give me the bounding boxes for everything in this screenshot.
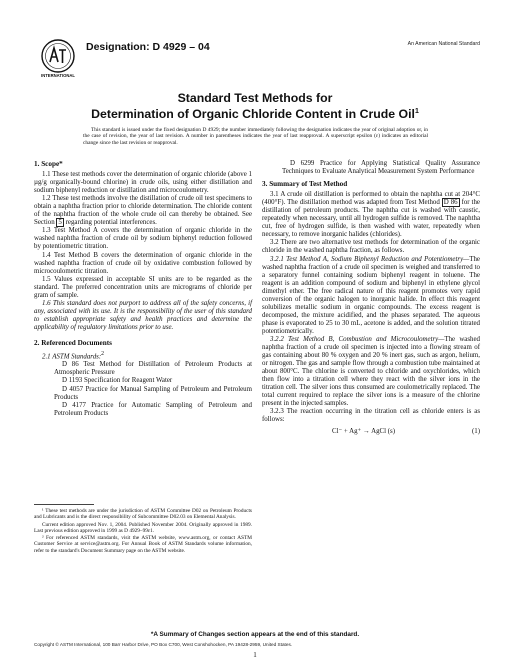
ref-d1193[interactable]: D 1193 Specification for Reagent Water <box>62 377 173 385</box>
right-column <box>262 160 480 436</box>
scope-1-4: 1.4 Test Method B covers the determination of organic chloride in the washed naphtha fraction of crude oil by oxidative combustion followed by microcoulometric titration. <box>34 251 252 275</box>
ref-d4177[interactable]: D 4177 Practice for Automatic Sampling of Petroleum and Petroleum Products <box>54 401 252 417</box>
ref-d6299[interactable]: D 6299 Practice for Applying Statistical Quality Assurance Techniques to Evaluate Analytical Measurement System Performance <box>282 160 480 176</box>
title-line-2: Determination of Organic Chloride Content in Crude Oil$^1$ <box>91 107 419 122</box>
summary-heading: 3. Summary of Test Method <box>262 180 348 189</box>
document-title <box>0 92 510 121</box>
american-national-standard-label: An American National Standard <box>407 41 480 47</box>
summary-3-2-2: 3.2.2 Test Method B, Combustion and Microcoulometry—The washed naphtha fraction of a crude oil specimen is injected into a flowing stream of gas containing about 80 % oxygen and 20 % inert gas, such as argon, helium, or nitrogen. The gas and sample flow through a combustion tube maintained at about 800°C. The chlorine is converted to chloride and oxychlorides, which then flow into a titration cell where they react with the silver ions in the titration cell. The silver ions thus consumed are coulometrically replaced. The total current required to replace the silver ions is a measure of the chlorine present in the injected samples. <box>262 335 480 408</box>
referenced-documents-heading: 2. Referenced Documents <box>34 338 112 347</box>
scope-heading: 1. Scope* <box>34 160 63 168</box>
equation-body: Cl⁻ + Ag⁺ → AgCl (s) <box>332 427 396 435</box>
scope-1-2: 1.2 These test methods involve the distillation of crude oil test specimens to obtain a naphtha fraction prior to chloride determination. The chloride content of the naphtha fraction of the whole crude oil can thereby be obtained. See Section 5 regarding potential interferences. <box>34 195 252 227</box>
footnote-rule <box>34 504 94 505</box>
title-footnote-mark: 1 <box>414 108 419 115</box>
title-line-1: Standard Test Methods for <box>177 91 333 105</box>
astm-standards-intro: 2.1 ASTM Standards:$^2$ <box>42 351 105 361</box>
summary-3-2: 3.2 There are two alternative test methods for determination of the organic chloride in the washed naphtha fraction, as follows. <box>262 239 480 255</box>
astm-logo <box>38 38 78 78</box>
equation-1 <box>262 428 480 436</box>
copyright-line: Copyright © ASTM International, 100 Barr Harbor Drive, PO Box C700, West Conshohocken, PA 19428-2959, United States. <box>34 642 293 647</box>
ref-d4057[interactable]: D 4057 Practice for Manual Sampling of Petroleum and Petroleum Products <box>54 385 252 401</box>
footnote-2: ² For referenced ASTM standards, visit the ASTM website, www.astm.org, or contact ASTM Customer Service at service@astm.org. For Annual Book of ASTM Standards volume information, refer to the standard's Document Summary page on the ASTM website. <box>34 535 252 554</box>
footnote-1: ¹ These test methods are under the jurisdiction of ASTM Committee D02 on Petroleum Products and Lubricants and is the direct responsibility of Subcommittee D02.03 on Elemental Analysis. <box>34 508 252 521</box>
summary-of-changes-note: *A Summary of Changes section appears at the end of this standard. <box>150 631 360 638</box>
equation-number: (1) <box>471 427 480 435</box>
scope-1-5: 1.5 Values expressed in acceptable SI units are to be regarded as the standard. The preferred concentration units are micrograms of chloride per gram of sample. <box>34 275 252 299</box>
footnotes <box>34 504 252 555</box>
section-5-link[interactable]: 5 <box>58 219 62 227</box>
scope-1-3: 1.3 Test Method A covers the determination of organic chloride in the washed naphtha fraction of crude oil by sodium biphenyl reduction followed by potentiometric titration. <box>34 227 252 251</box>
designation: Designation: D 4929 – 04 <box>86 41 210 53</box>
summary-3-1: 3.1 A crude oil distillation is performed to obtain the naphtha cut at 204°C (400°F). The distillation method was adapted from Test Method D 86 for the distillation of petroleum products. The naphtha cut is washed with caustic, repeatedly when necessary, until all hydrogen sulfide is removed. The naphtha cut, free of hydrogen sulfide, is then washed with water, repeatedly when necessary, to remove inorganic halides (chlorides). <box>262 191 480 239</box>
ref-d86[interactable]: D 86 Test Method for Distillation of Petroleum Products at Atmospheric Pressure <box>54 361 252 377</box>
issuance-notice: This standard is issued under the fixed designation D 4929; the number immediately following the designation indicates the year of original adoption or, in the case of revision, the year of last revision. A number in parentheses indicates the year of last reapproval. A superscript epsilon (ε) indicates an editorial change since the last revision or reapproval. <box>83 127 428 146</box>
svg-text:INTERNATIONAL: INTERNATIONAL <box>41 73 75 78</box>
scope-1-6: 1.6 This standard does not purport to address all of the safety concerns, if any, associated with its use. It is the responsibility of the user of this standard to establish appropriate safety and health practices and determine the applicability of regulatory limitations prior to use. <box>34 299 252 331</box>
scope-1-1: 1.1 These test methods cover the determination of organic chloride (above 1 µg/g organically-bound chlorine) in crude oils, using either distillation and sodium biphenyl reduction or distillation and microcoulometry. <box>34 171 252 195</box>
summary-3-2-3: 3.2.3 The reaction occurring in the titration cell as chloride enters is as follows: <box>262 408 480 424</box>
summary-3-2-1: 3.2.1 Test Method A, Sodium Biphenyl Reduction and Potentiometry—The washed naphtha fraction of a crude oil specimen is weighed and transferred to a separatory funnel containing sodium biphenyl reagent in toluene. The reagent is an addition compound of sodium and biphenyl in ethylene glycol dimethyl ether. The free radical nature of this reagent promotes very rapid conversion of the organic halogen to inorganic halide. In effect this reagent solubilizes metallic sodium in organic compounds. The excess reagent is decomposed, the mixture acidified, and the phases separated. The aqueous phase is evaporated to 25 to 30 mL, acetone is added, and the solution titrated potentiometrically. <box>262 255 480 335</box>
left-column <box>34 160 252 418</box>
d86-link[interactable]: D 86 <box>443 199 458 207</box>
footnote-1-edition: Current edition approved Nov. 1, 2004. Published November 2004. Originally approved in 1989. Last previous edition approved in 1999 as D 4929–99ε1. <box>34 521 252 534</box>
page-number: 1 <box>253 651 257 659</box>
